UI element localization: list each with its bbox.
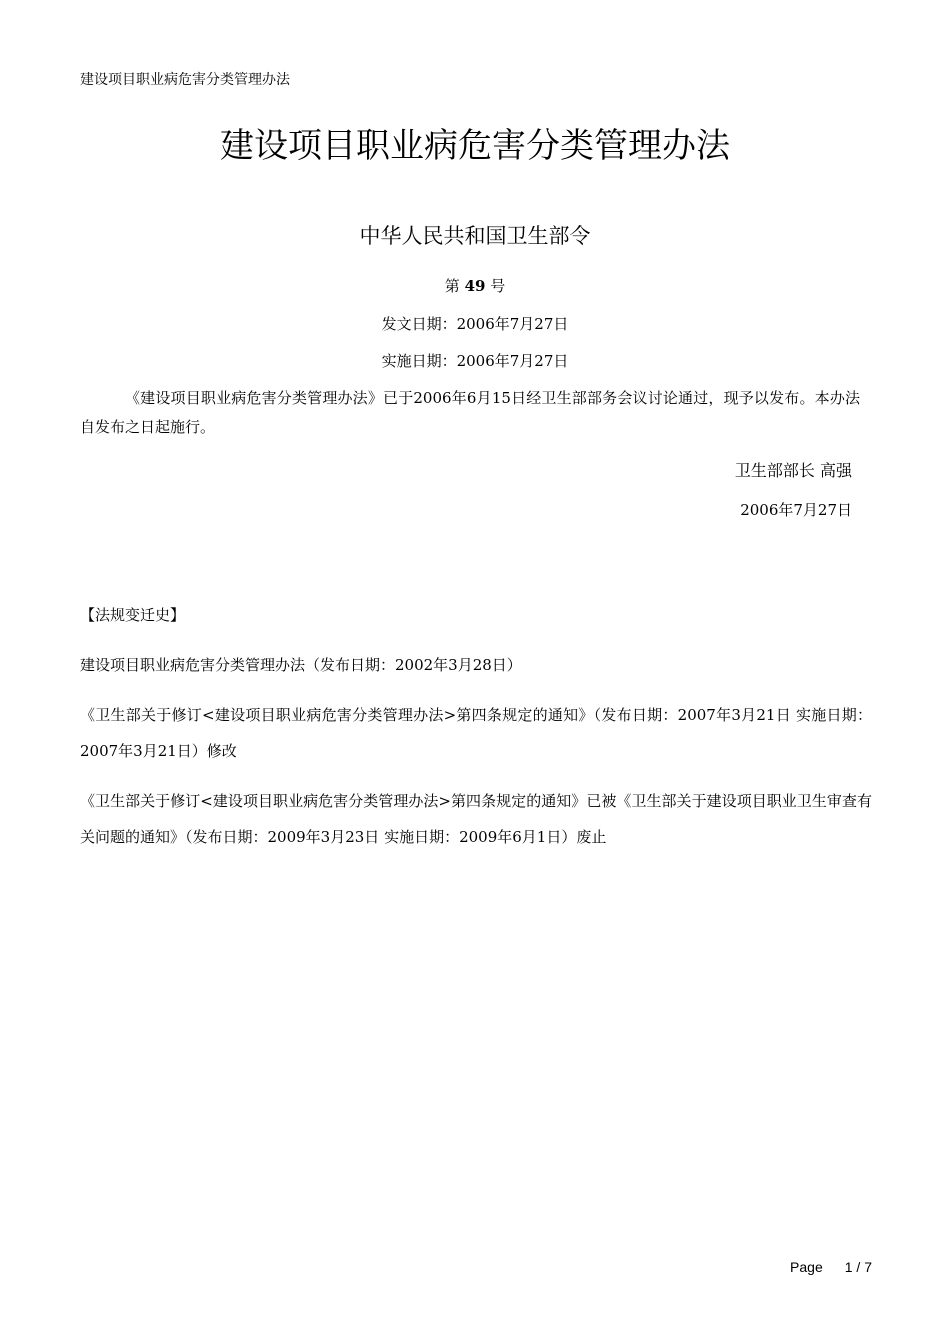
order-suffix: 号 xyxy=(490,277,506,295)
order-number: 49 xyxy=(464,277,486,295)
issue-date: 发文日期：2006年7月27日 xyxy=(381,315,569,333)
page-current: 1 xyxy=(844,1259,853,1275)
effective-date: 实施日期：2006年7月27日 xyxy=(381,352,569,370)
history-item: 建设项目职业病危害分类管理办法（发布日期：2002年3月28日） xyxy=(80,656,522,674)
history-item: 《卫生部关于修订<建设项目职业病危害分类管理办法>第四条规定的通知》已被《卫生部关于建设项目职业卫生审查有关问题的通知》（发布日期：2009年3月23日 实施日期：2009年6月1日）废止 xyxy=(80,792,872,846)
running-header: 建设项目职业病危害分类管理办法 xyxy=(80,72,290,88)
order-prefix: 第 xyxy=(444,277,460,295)
page-label: Page xyxy=(790,1259,823,1275)
order-number-line xyxy=(0,274,950,298)
page-separator: / xyxy=(856,1259,861,1275)
issuer-title: 中华人民共和国卫生部令 xyxy=(359,224,591,248)
page-footer xyxy=(790,1257,872,1277)
document-title: 建设项目职业病危害分类管理办法 xyxy=(220,126,730,166)
page-total: 7 xyxy=(864,1259,872,1275)
body-paragraph: 《建设项目职业病危害分类管理办法》已于2006年6月15日经卫生部部务会议讨论通过，现予以发布。本办法自发布之日起施行。 xyxy=(80,389,860,436)
history-heading: 【法规变迁史】 xyxy=(80,606,186,624)
history-item: 《卫生部关于修订<建设项目职业病危害分类管理办法>第四条规定的通知》（发布日期：2007年3月21日 实施日期：2007年3月21日）修改 xyxy=(80,706,872,760)
signer: 卫生部部长 高强 xyxy=(734,461,852,480)
sign-date: 2006年7月27日 xyxy=(740,501,852,519)
